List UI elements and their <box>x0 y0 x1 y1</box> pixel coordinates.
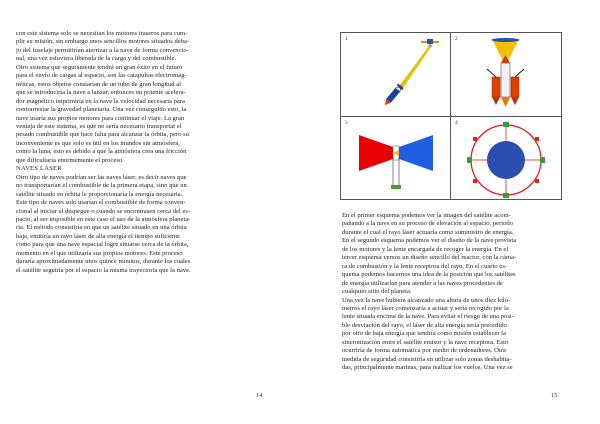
text-line: duraría aproximadamente unos quince minutos, durante los cuales <box>16 258 191 266</box>
text-line: ra de combustión y la lente receptora del rayo. En el cuarto es- <box>342 262 507 270</box>
reactor-icon <box>359 135 433 189</box>
text-line: jo del fuselaje permitirían aterrizar a la nave de forma convencio- <box>16 46 189 54</box>
text-line: pesado combustible que hace falta para alcanzar la órbita, pero su <box>16 131 190 139</box>
rocket-body-icon <box>487 55 524 107</box>
right-paragraph-1 <box>342 212 587 297</box>
text-line: medida de seguridad consistiría en utilizar solo zonas deshabita- <box>342 355 512 363</box>
text-line: con este sistema solo se necesitan los motores traseros para cum- <box>16 30 188 37</box>
panel-label: 4 <box>455 120 458 126</box>
text-line: quema podemos hacernos una idea de la posición que los satélites <box>342 271 516 279</box>
page-number-left: 14 <box>256 392 263 399</box>
text-line: momento en el que utilizaría sus propios motores. Este proceso <box>16 249 183 257</box>
text-line: nave usaría sus propios motores para continuar el viaje. La gran <box>16 114 185 122</box>
panel-label: 1 <box>345 36 348 42</box>
right-text-column <box>342 212 587 373</box>
left-text-column <box>16 30 272 275</box>
text-line: dor magnético imprimiría en la nave la velocidad necesaria para <box>16 97 185 105</box>
panel-label: 3 <box>345 120 348 126</box>
diagram-panel-3 <box>340 116 452 200</box>
text-line: néticas, estos objetos constarían de un tubo de gran longitud al <box>16 80 181 88</box>
satellite-icon <box>421 39 439 48</box>
laser-beam <box>397 46 431 91</box>
text-line: cional al iniciar el despegue o cuando se encontrasen cerca del es- <box>16 207 191 215</box>
text-line: metros el rayo láser comenzaría a actuar y sería recogido por la <box>342 304 509 312</box>
text-line: En el primer esquema podemos ver la imagen del satélite acom- <box>342 212 511 219</box>
text-line: de energía utilizarían para atender a las naves procedentes de <box>342 279 503 287</box>
reactor-illustration <box>341 117 451 199</box>
text-line: ria. El método consistiría en que un satélite situado en una órbita <box>16 224 187 232</box>
text-line: para el envío de cargas al espacio, son las catapultas electromag- <box>16 72 187 80</box>
text-line: pañando a la nave en su proceso de elevación al espacio, periodo <box>342 220 513 228</box>
text-line: Este tipo de naves solo usarían el combustible de forma conven- <box>16 199 186 207</box>
text-line: cualquier sitio del planeta. <box>342 288 412 296</box>
planet-orbit-icon <box>467 122 545 198</box>
left-paragraph-2 <box>16 174 272 275</box>
diagram-panel-1 <box>340 32 452 118</box>
panel-label: 2 <box>455 36 458 42</box>
text-line: de los motores y la lente encargada de recoger la energía. En el <box>342 245 509 253</box>
right-paragraph-2 <box>342 297 587 373</box>
text-line: lente situada encima de la nave. Para evitar el riesgo de una posi- <box>342 313 514 321</box>
diagram-panel-2 <box>450 32 562 118</box>
text-line: por otro de baja energía que tendría como misión establecer la <box>342 330 506 338</box>
text-line: que dificultaría enormemente el proceso. <box>16 156 124 164</box>
satellite-orbit-illustration <box>451 117 561 199</box>
text-line: como para que una nave espacial logre situarse cerca de la órbita, <box>16 241 189 249</box>
text-line: durante el cual el rayo láser actuaría como suministro de energía. <box>342 228 514 236</box>
text-line: el satélite seguiría por el espacio la misma trayectoria que la nave. <box>16 266 191 274</box>
text-line: Otro tipo de naves podrían ser las naves láser, es decir naves que <box>16 173 187 181</box>
diagram-panel-4 <box>450 116 562 200</box>
text-line: pacio, al ser imposible en este caso el uso de la atmósfera planeta- <box>16 215 191 223</box>
spaceship-icon <box>382 83 405 108</box>
text-line: plir su misión, sin embargo unos sencillos motores situados deba- <box>16 38 190 46</box>
left-paragraph-1 <box>16 30 272 165</box>
text-line: tercer esquema vemos un diseño sencillo del reactor, con la cáma- <box>342 254 517 262</box>
ship-design-illustration <box>451 33 561 117</box>
text-line: inconveniente es que solo es útil en los mundos sin atmósfera, <box>16 139 180 147</box>
text-line: baja, emitiría un rayo láser de alta energía el tiempo suficiente <box>16 232 181 240</box>
text-line: Otro sistema que seguramente tendrá un gran éxito en el futuro <box>16 63 183 71</box>
text-line: ble desviación del rayo, el láser de alta energía sería precedido <box>342 321 507 329</box>
laser-ship-diagram <box>340 32 582 198</box>
text-line: En el segundo esquema podemos ver el diseño de la nave provista <box>342 237 517 245</box>
text-line: contrarrestar la gravedad planetaria. Una vez conseguido esto, la <box>16 106 187 114</box>
text-line: que se introduciría la nave a lanzar, entonces un potente acelera- <box>16 89 186 97</box>
text-line: satélite situado en órbita le proporcionaría la energía necesaria. <box>16 190 183 198</box>
text-line: como la luna, esto es debido a que la atmósfera crea una fricción <box>16 148 187 156</box>
text-line: Una vez la nave hubiera alcanzado una altura de unos diez kiló- <box>342 296 511 304</box>
text-line: ventaja de este sistema, es que no sería necesario transportar el <box>16 122 182 130</box>
text-line: sincronización entre el satélite emisor y la nave receptora. Esto <box>342 338 509 346</box>
section-heading: NAVES LÁSER <box>16 165 62 173</box>
text-line: nal, una vez estuviera liberada de la carga y del combustible. <box>16 55 177 63</box>
text-line: ocurriría de forma automática por medio de ordenadores. Otra <box>342 347 506 355</box>
text-line: no transportarían el combustible de la primera etapa, sino que un <box>16 182 187 190</box>
page-number-right: 15 <box>551 392 558 399</box>
text-line: das, principalmente marinas, para realizar los vuelos. Una vez se <box>342 364 513 372</box>
satellite-beam-illustration <box>341 33 451 117</box>
